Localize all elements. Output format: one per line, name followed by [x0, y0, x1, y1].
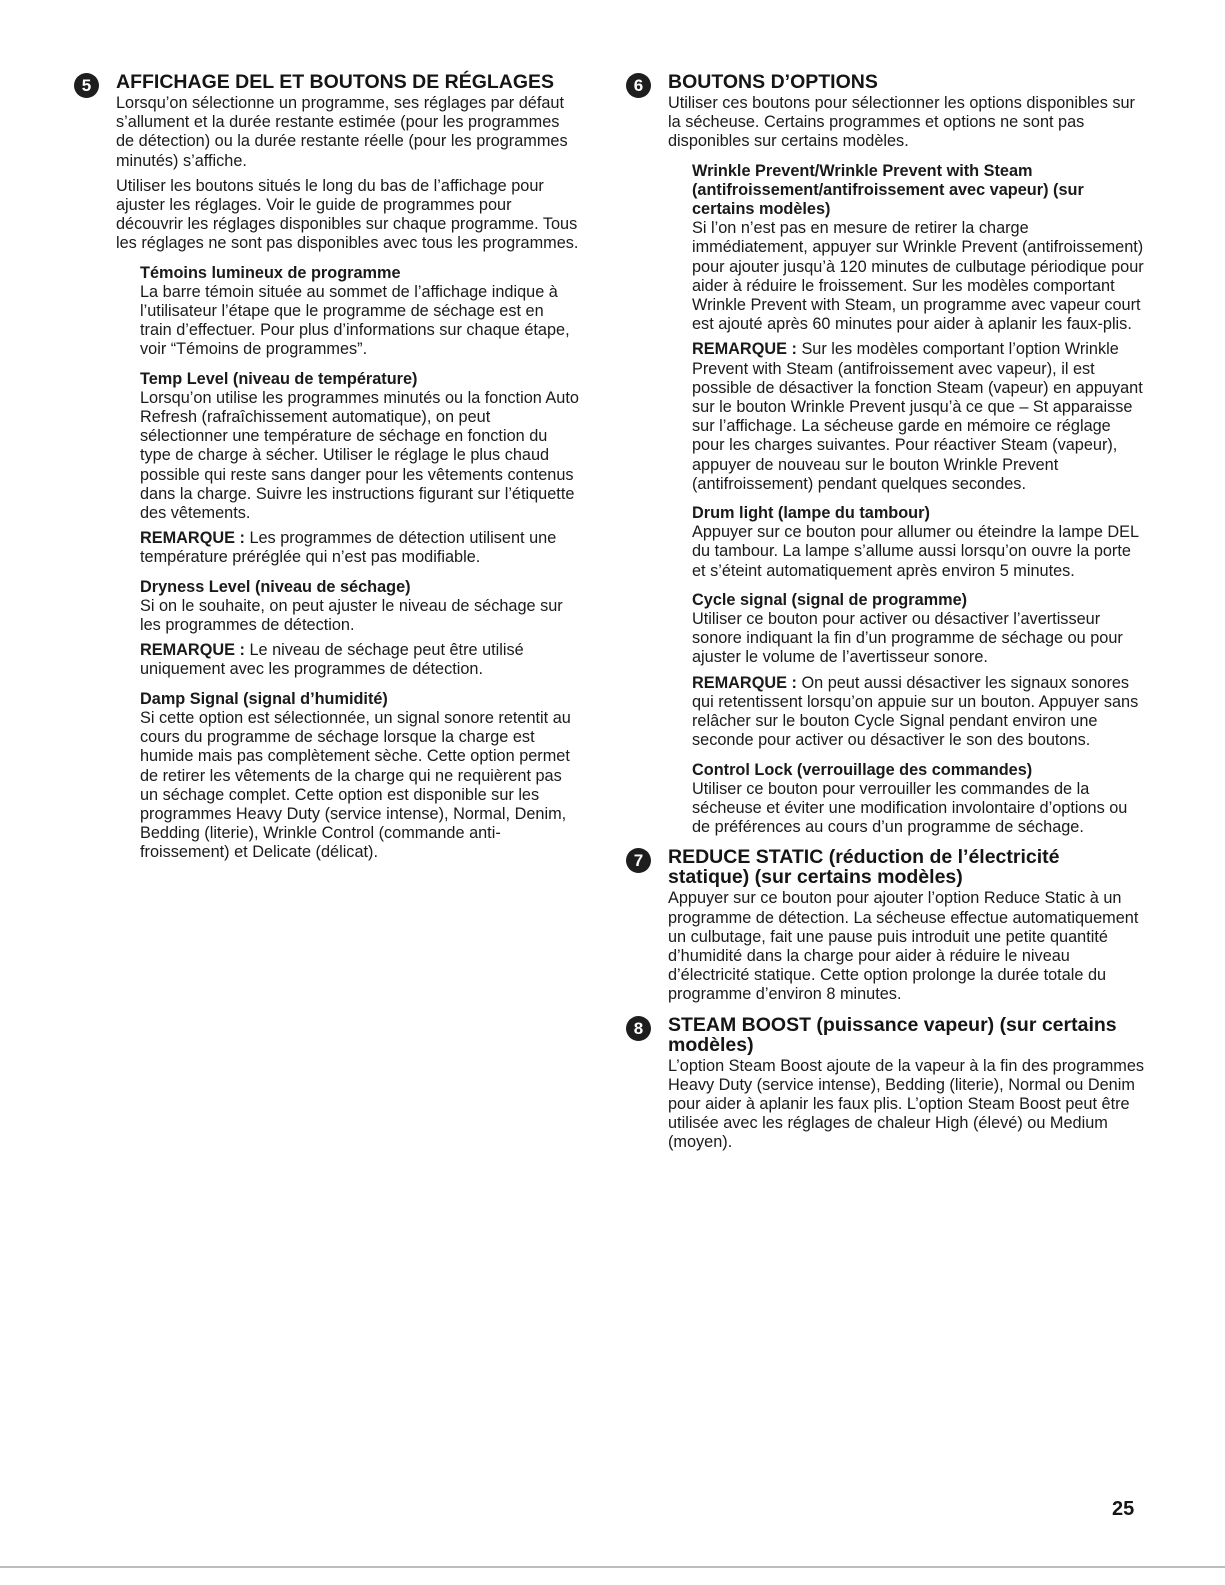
paragraph: Utiliser ce bouton pour verrouiller les commandes de la sécheuse et éviter une modification involontaire d’options ou de préférences au cours d’un programme de séchage. — [692, 779, 1128, 837]
subsection-control-lock — [668, 761, 1146, 838]
subsection-title: Drum light (lampe du tambour) — [692, 504, 930, 523]
subsection-title: Wrinkle Prevent/Wrinkle Prevent with Steam (antifroissement/antifroissement avec vapeur) (sur certains modèles) — [692, 161, 1084, 219]
note-label: REMARQUE : — [692, 340, 797, 359]
paragraph: Utiliser ces boutons pour sélectionner les options disponibles sur la sécheuse. Certains programmes et options ne sont pas disponibles sur certains modèles. — [668, 94, 1135, 151]
subsection-wrinkle-prevent — [668, 162, 1146, 494]
paragraph: L’option Steam Boost ajoute de la vapeur à la fin des programmes Heavy Duty (service intense), Bedding (literie), Normal ou Denim pour aider à aplanir les faux plis. L’option Steam Boost peut être utilisée avec les réglages de chaleur High (élevé) ou Medium (moyen). — [668, 1056, 1145, 1152]
paragraph: Si l’on n’est pas en mesure de retirer la charge immédiatement, appuyer sur Wrinkle Prevent (antifroissement) pour ajouter jusqu’à 120 minutes de culbutage périodique pour aider à réduire le froissement. Sur les modèles comportant Wrinkle Prevent with Steam, un programme avec vapeur court est ajouté après 60 minutes pour aider à aplanir les faux-plis. — [692, 219, 1144, 334]
page-number: 25 — [1112, 1498, 1135, 1520]
note-text: On peut aussi désactiver les signaux sonores qui retentissent lorsqu’on appuie sur un bouton. Appuyer sans relâcher sur le bouton Cycle Signal pendant environ une seconde pour activer ou désactiver le son des boutons. — [692, 673, 1139, 750]
subsection-title: Cycle signal (signal de programme) — [692, 590, 968, 609]
section-number-badge: 7 — [626, 848, 651, 873]
section-5 — [74, 72, 579, 863]
note — [692, 674, 1146, 751]
section-7 — [626, 847, 1146, 1004]
note-text: Le niveau de séchage peut être utilisé uniquement avec les programmes de détection. — [140, 641, 524, 679]
section-heading: AFFICHAGE DEL ET BOUTONS DE RÉGLAGES — [116, 71, 555, 93]
paragraph: Appuyer sur ce bouton pour allumer ou éteindre la lampe DEL du tambour. La lampe s’allume aussi lorsqu’on ouvre la porte et s’éteint automatiquement après environ 5 minutes. — [692, 523, 1139, 580]
note — [140, 529, 579, 567]
subsection-dryness-level — [116, 578, 579, 680]
paragraph: Utiliser les boutons situés le long du bas de l’affichage pour ajuster les réglages. Voir le guide de programmes pour découvrir les réglages disponibles sur chaque programme. Tous les réglages ne sont pas disponibles avec tous les programmes. — [116, 176, 579, 253]
subsection-cycle-lights — [116, 264, 579, 360]
subsection-cycle-signal — [668, 591, 1146, 751]
section-8 — [626, 1015, 1146, 1153]
paragraph: Si cette option est sélectionnée, un signal sonore retentit au cours du programme de séchage lorsque la charge est humide mais pas complètement sèche. Cette option permet de retirer les vêtements de la charge qui ne requièrent pas un séchage complet. Cette option est disponible sur les programmes Heavy Duty (service intense), Normal, Denim, Bedding (literie), Wrinkle Control (commande anti-froissement) et Delicate (délicat). — [140, 708, 571, 862]
paragraph: La barre témoin située au sommet de l’affichage indique à l’utilisateur l’étape que le programme de séchage est en train d’effectuer. Pour plus d’informations sur chaque étape, voir “Témoins de programmes”. — [140, 282, 570, 359]
subsection-title: Damp Signal (signal d’humidité) — [140, 689, 388, 708]
note — [140, 641, 579, 679]
section-number-badge: 5 — [74, 73, 99, 98]
section-heading: BOUTONS D’OPTIONS — [668, 71, 878, 93]
subsection-title: Control Lock (verrouillage des commandes) — [692, 760, 1033, 779]
note-text: Sur les modèles comportant l’option Wrinkle Prevent with Steam (antifroissement avec vapeur), il est possible de désactiver la fonction Steam (vapeur) en appuyant sur le bouton Wrinkle Prevent jusqu’à ce que – St apparaisse sur l’affichage. La sécheuse garde en mémoire ce réglage pour les charges suivantes. Pour réactiver Steam (vapeur), appuyer de nouveau sur le bouton Wrinkle Prevent (antifroissement) pendant quelques secondes. — [692, 340, 1143, 493]
subsection-title: Temp Level (niveau de température) — [140, 369, 418, 388]
section-heading: STEAM BOOST (puissance vapeur) (sur certains modèles) — [668, 1013, 1117, 1056]
subsection-drum-light — [668, 504, 1146, 581]
subsection-temp-level — [116, 370, 579, 568]
section-6 — [626, 72, 1146, 837]
note-text: Les programmes de détection utilisent une température préréglée qui n’est pas modifiable. — [140, 529, 557, 567]
note — [692, 340, 1146, 494]
note-label: REMARQUE : — [692, 673, 797, 692]
section-number-badge: 6 — [626, 73, 651, 98]
section-number-badge: 8 — [626, 1016, 651, 1041]
note-label: REMARQUE : — [140, 529, 245, 548]
subsection-damp-signal — [116, 690, 579, 863]
note-label: REMARQUE : — [140, 641, 245, 660]
section-heading: REDUCE STATIC (réduction de l’électricité statique) (sur certains modèles) — [668, 846, 1060, 889]
paragraph: Si on le souhaite, on peut ajuster le niveau de séchage sur les programmes de détection. — [140, 596, 563, 635]
subsection-title: Dryness Level (niveau de séchage) — [140, 577, 411, 596]
paragraph: Lorsqu’on utilise les programmes minutés ou la fonction Auto Refresh (rafraîchissement automatique), on peut sélectionner une température de séchage en fonction du type de charge à sécher. Utiliser le réglage le plus chaud possible qui reste sans danger pour les vêtements contenus dans la charge. Suivre les instructions figurant sur l’étiquette des vêtements. — [140, 388, 579, 523]
paragraph: Appuyer sur ce bouton pour ajouter l’option Reduce Static à un programme de détection. La sécheuse effectue automatiquement un culbutage, fait une pause puis introduit une petite quantité d’humidité dans la charge pour aider à réduire le niveau d’électricité statique. Cette option prolonge la durée totale du programme d’environ 8 minutes. — [668, 889, 1139, 1004]
left-column — [74, 72, 579, 873]
subsection-title: Témoins lumineux de programme — [140, 263, 401, 282]
paragraph: Lorsqu’on sélectionne un programme, ses réglages par défaut s’allument et la durée restante estimée (pour les programmes de détection) ou la durée restante réelle (pour les programmes minutés) s’affiche. — [116, 94, 568, 170]
paragraph: Utiliser ce bouton pour activer ou désactiver l’avertisseur sonore indiquant la fin d’un programme de séchage ou pour ajuster le volume de l’avertisseur sonore. — [692, 610, 1123, 667]
right-column — [626, 72, 1146, 1163]
bottom-divider — [0, 1566, 1225, 1568]
